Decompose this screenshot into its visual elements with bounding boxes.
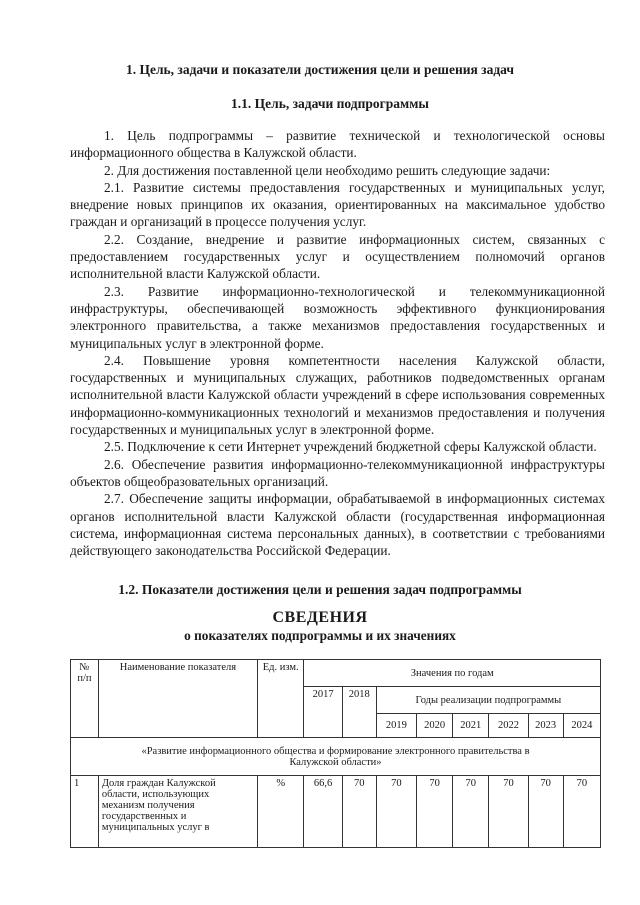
indicators-table (70, 659, 601, 848)
svedenia-subtitle: о показателях подпрограммы и их значениях (184, 628, 456, 643)
row-value-2024: 70 (563, 776, 600, 848)
svedenia-title: СВЕДЕНИЯ (272, 609, 368, 626)
header-year-2018: 2018 (342, 687, 376, 738)
section-heading-1-2: 1.2. Показатели достижения цели и решения задач подпрограммы (118, 582, 522, 597)
row-num: 1 (71, 776, 99, 848)
paragraph-task-2-2: 2.2. Создание, внедрение и развитие информационных систем, связанных с предоставлением государственных услуг и осуществлением полномочий органов исполнительной власти Калужской области. (70, 231, 605, 282)
goals-text (70, 127, 605, 559)
header-num: № п/п (71, 660, 99, 738)
header-year-2024: 2024 (563, 714, 600, 738)
header-years-impl: Годы реализации подпрограммы (376, 687, 600, 714)
header-year-2020: 2020 (417, 714, 453, 738)
paragraph-task-2-3: 2.3. Развитие информационно-технологической и телекоммуникационной инфраструктуры, обеспечивающей возможность эффективного функционирования электронного правительства, а также механизмов предоставления государственных и муниципальных услуг в электронной форме. (70, 283, 605, 351)
section-heading-1: 1. Цель, задачи и показатели достижения цели и решения задач (125, 62, 515, 77)
header-year-2017: 2017 (304, 687, 342, 738)
paragraph-tasks-intro: 2. Для достижения поставленной цели необходимо решить следующие задачи: (104, 162, 551, 178)
row-value-2019: 70 (376, 776, 416, 848)
paragraph-task-2-4: 2.4. Повышение уровня компетентности населения Калужской области, государственных и муниципальных служащих, работников подведомственных органам исполнительной власти Калужской области учреждений в сфере использования современных информационно-коммуникационных технологий и механизмов предоставления и получения государственных и муниципальных услуг в электронной форме. (70, 352, 605, 438)
header-year-2021: 2021 (453, 714, 489, 738)
table-row (71, 776, 601, 848)
paragraph-task-2-7: 2.7. Обеспечение защиты информации, обрабатываемой в информационных системах органов исполнительной власти Калужской области (государственная информационная система, информационная система персональных данных), в соответствии с требованиями действующего законодательства Российской Федерации. (70, 491, 605, 559)
paragraph-task-2-1: 2.1. Развитие системы предоставления государственных и муниципальных услуг, внедрение новых принципов их оказания, ориентированных на максимальное удобство граждан и организаций в процессе получения услуг. (70, 179, 605, 230)
row-value-2021: 70 (453, 776, 489, 848)
paragraph-goal: 1. Цель подпрограммы – развитие технической и технологической основы информационного общества в Калужской области. (70, 128, 605, 161)
row-value-2022: 70 (489, 776, 528, 848)
section-heading-1-1: 1.1. Цель, задачи подпрограммы (231, 96, 429, 111)
header-year-2019: 2019 (376, 714, 416, 738)
row-value-2020: 70 (417, 776, 453, 848)
header-indicator-name: Наименование показателя (98, 660, 257, 738)
row-value-2018: 70 (342, 776, 376, 848)
header-year-2023: 2023 (528, 714, 563, 738)
paragraph-task-2-6: 2.6. Обеспечение развития информационно-телекоммуникационной инфраструктуры объектов общеобразовательных организаций. (70, 456, 605, 489)
row-unit: % (257, 776, 303, 848)
row-value-2023: 70 (528, 776, 563, 848)
header-unit: Ед. изм. (257, 660, 303, 738)
row-indicator-name: Доля граждан Калужской области, использующих механизм получения государственных и муниципальных услуг в (98, 776, 257, 848)
row-value-2017: 66,6 (304, 776, 342, 848)
section-row-title: «Развитие информационного общества и формирование электронного правительства в Калужской области» (71, 738, 601, 776)
header-year-2022: 2022 (489, 714, 528, 738)
header-values-by-year: Значения по годам (304, 660, 601, 687)
paragraph-task-2-5: 2.5. Подключение к сети Интернет учреждений бюджетной сферы Калужской области. (104, 439, 597, 455)
